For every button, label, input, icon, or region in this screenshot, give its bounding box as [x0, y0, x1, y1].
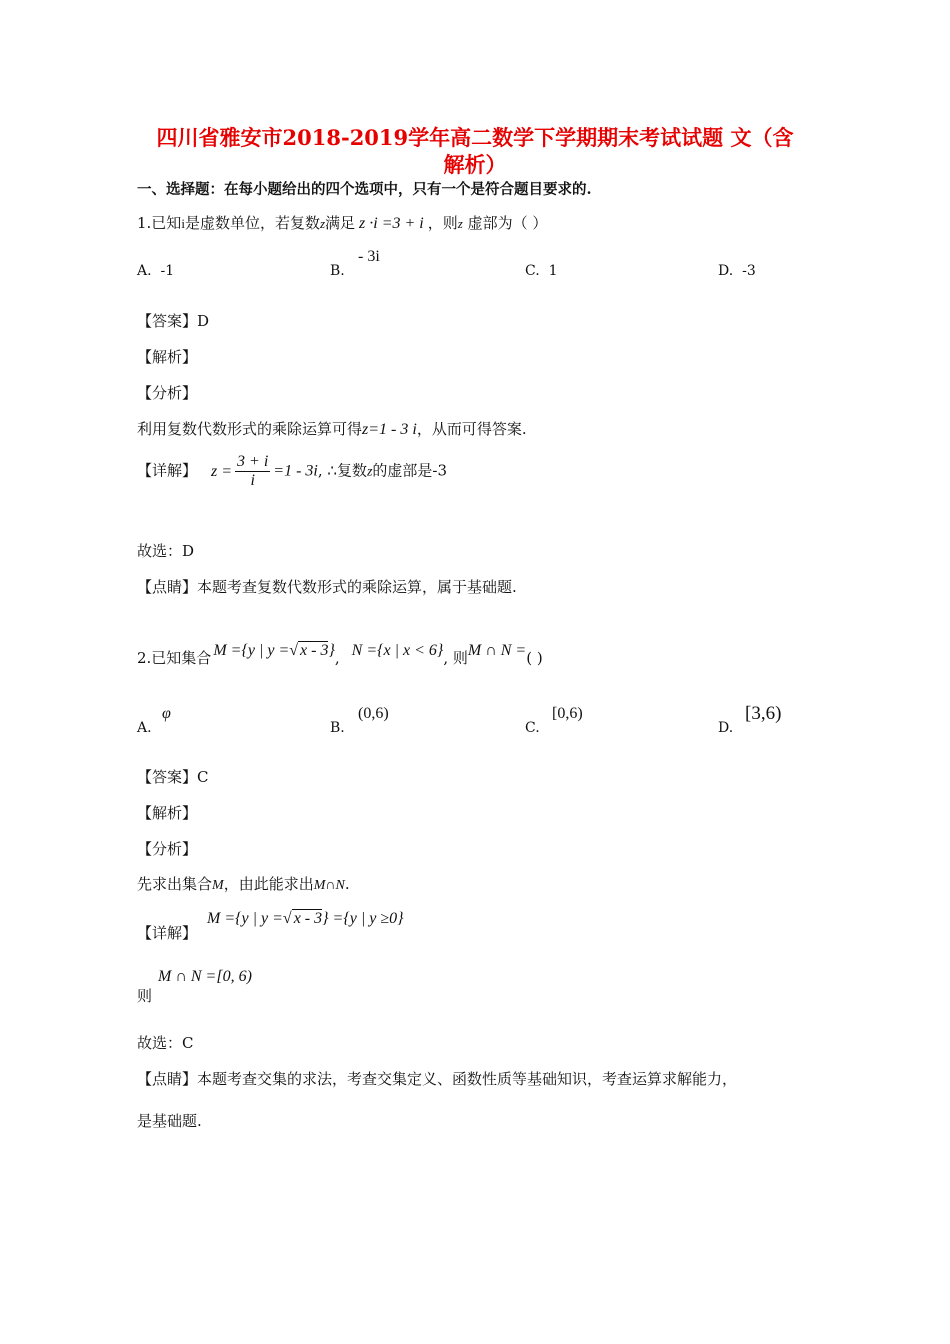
q2-comment-line-2: 是基础题. [137, 1112, 202, 1130]
q2-comment-line-1: 【点睛】本题考查交集的求法，考查交集定义、函数性质等基础知识，考查运算求解能力， [137, 1070, 738, 1088]
q2-stem-a: 2.已知集合 [137, 649, 212, 667]
q1-detail-tail-b: 的虚部是-3 [372, 461, 448, 480]
title-line-1: 四川省雅安市2018-2019学年高二数学下学期期末考试试题 文（含 [156, 125, 794, 150]
q1-option-c-label: C. [525, 263, 540, 279]
q2-analysis-b: ，由此能求出 [223, 875, 314, 893]
q2-analysis-c: M∩N [313, 878, 345, 893]
q1-option-d-label: D. [718, 263, 734, 279]
q1-comment: 【点睛】本题考查复数代数形式的乘除运算，属于基础题. [137, 578, 517, 596]
q1-stem [137, 212, 547, 233]
q1-analysis [137, 418, 527, 439]
q2-stem [137, 642, 543, 668]
q2-conclusion: 故选：C [137, 1034, 194, 1052]
q1-analysis-math: z=1 - 3 i [362, 421, 417, 438]
q2-set-m: M ={y | y =√ x - 3} [213, 642, 335, 659]
q2-stem-c: ( ) [526, 649, 543, 667]
q1-stem-i: i [181, 216, 185, 231]
q2-detail-a: M ={y | y = [207, 910, 283, 927]
q1-analysis-a: 利用复数代数形式的乘除运算可得 [137, 420, 363, 438]
q2-detail-math: M ={y | y =√ x - 3} ={y | y ≥0} [207, 910, 404, 927]
q1-stem-b: 是虚数单位，若复数 [184, 214, 320, 232]
q2-set-m-end: } [328, 642, 335, 659]
q2-option-d-label: D. [718, 720, 734, 736]
q2-jiexi: 【解析】 [137, 804, 198, 822]
q2-analysis-m: M [212, 878, 224, 893]
q2-stem-b: , 则 [443, 649, 468, 667]
section-heading: 一、选择题：在每小题给出的四个选项中，只有一个是符合题目要求的. [137, 181, 592, 198]
q2-then-label: 则 [137, 987, 153, 1005]
q2-set-n: N ={x | x < 6} [351, 642, 444, 659]
q1-stem-eq: z ·i =3 + i [359, 215, 424, 232]
q2-option-b-label: B. [330, 720, 345, 736]
q1-conclusion: 故选：D [137, 542, 195, 560]
q1-stem-d: ，则 [427, 214, 458, 232]
q1-option-d-value: -3 [742, 263, 756, 279]
q2-analysis-d: . [344, 875, 350, 893]
q1-stem-a: 1.已知 [137, 214, 182, 232]
q2-option-a-value: φ [162, 705, 171, 722]
q1-stem-c: 满足 [325, 214, 356, 232]
q1-option-a [137, 263, 174, 279]
q2-option-a-label: A. [137, 720, 152, 736]
q2-detail-radicand: x - 3 [293, 910, 323, 927]
q1-option-d [718, 263, 756, 279]
q1-detail-den: i [250, 472, 255, 489]
q2-option-d-value: [3,6) [745, 703, 782, 724]
q2-analysis [137, 873, 350, 894]
q1-jiexi: 【解析】 [137, 348, 198, 366]
q2-then-math: M ∩ N =[0, 6) [158, 968, 252, 985]
q1-option-b-value: - 3i [358, 248, 380, 265]
q1-fenxi: 【分析】 [137, 384, 198, 402]
q1-option-c-value: 1 [548, 263, 558, 279]
q1-stem-z2: z [457, 216, 463, 231]
q2-option-c-value: [0,6) [552, 705, 583, 722]
q1-stem-e: 虚部为（ ） [462, 214, 548, 232]
q2-fenxi: 【分析】 [137, 840, 198, 858]
q2-comma: , [334, 649, 340, 667]
q1-detail-label: 【详解】 [137, 461, 198, 480]
q1-analysis-b: ，从而可得答案. [416, 420, 527, 438]
document-title [120, 124, 830, 178]
q1-detail-fraction [235, 453, 270, 490]
q2-option-c-label: C. [525, 720, 540, 736]
q1-detail [137, 453, 447, 490]
q1-option-a-label: A. [137, 263, 152, 279]
q1-answer: 【答案】D [137, 312, 210, 330]
q2-answer: 【答案】C [137, 768, 209, 786]
q2-detail-b: } ={y | y ≥0} [322, 910, 404, 927]
title-line-2: 解析） [443, 152, 507, 177]
q2-intersect: M ∩ N = [467, 642, 527, 659]
q1-option-a-value: -1 [160, 263, 175, 279]
q1-detail-num: 3 + i [237, 453, 269, 470]
q1-stem-z: z [319, 216, 326, 231]
q1-detail-tail-a: , ∴复数 [317, 461, 367, 480]
q2-option-b-value: (0,6) [358, 705, 389, 722]
q1-detail-z: z = [211, 462, 233, 480]
q1-option-b-label: B. [330, 263, 345, 279]
q2-set-m-text: M ={y | y = [213, 642, 290, 659]
q1-detail-tail-z: z [366, 464, 373, 480]
q2-set-m-radicand: x - 3 [300, 642, 329, 659]
q1-option-c [525, 263, 558, 279]
q2-detail-label: 【详解】 [137, 924, 198, 942]
q1-detail-rest: =1 - 3i [273, 462, 318, 480]
q2-analysis-a: 先求出集合 [137, 875, 213, 893]
